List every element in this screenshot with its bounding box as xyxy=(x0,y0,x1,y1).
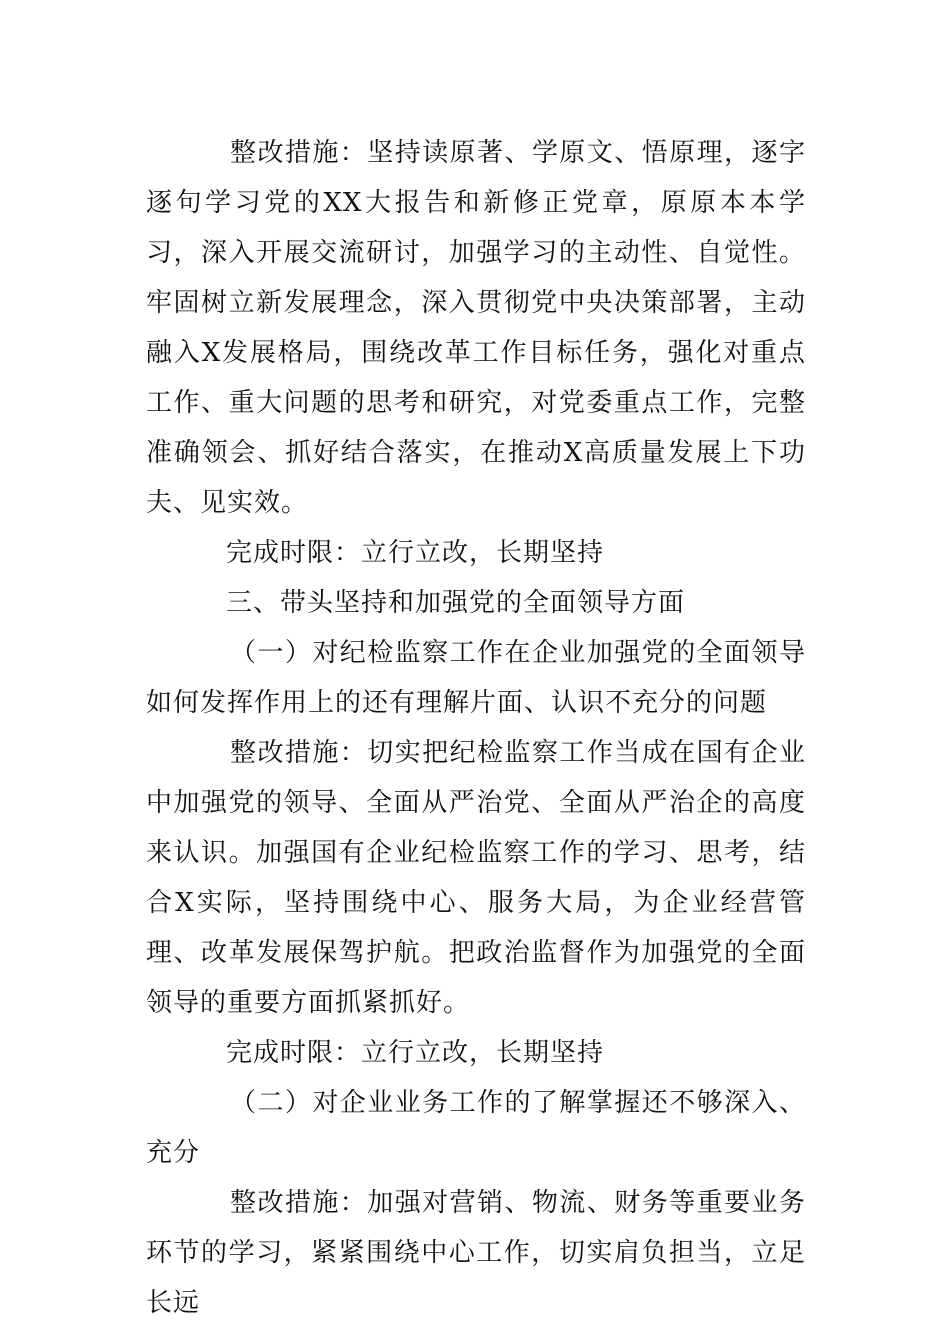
section-heading: 三、带头坚持和加强党的全面领导方面 xyxy=(226,588,686,618)
rectification-measures-paragraph: 整改措施：坚持读原著、学原文、悟原理，逐字逐句学习党的XX大报告和新修正党章，原原本本学习，深入开展交流研讨，加强学习的主动性、自觉性。牢固树立新发展理念，深入贯彻党中央决策部署，主动融入X发展格局，围绕改革工作目标任务，强化对重点工作、重大问题的思考和研究，对党委重点工作，完整准确领会、抓好结合落实，在推动X高质量发展上下功夫、见实效。 xyxy=(146,138,806,518)
issue-paragraph: （二）对企业业务工作的了解掌握还不够深入、充分 xyxy=(146,1088,806,1168)
document-body xyxy=(146,128,806,1328)
issue-paragraph: （一）对纪检监察工作在企业加强党的全面领导如何发挥作用上的还有理解片面、认识不充分的问题 xyxy=(146,638,806,718)
deadline-paragraph: 完成时限：立行立改，长期坚持 xyxy=(226,1038,605,1068)
rectification-measures-paragraph: 整改措施：加强对营销、物流、财务等重要业务环节的学习，紧紧围绕中心工作，切实肩负担当，立足长远 xyxy=(146,1188,806,1318)
rectification-measures-paragraph: 整改措施：切实把纪检监察工作当成在国有企业中加强党的领导、全面从严治党、全面从严治企的高度来认识。加强国有企业纪检监察工作的学习、思考，结合X实际，坚持围绕中心、服务大局，为企业经营管理、改革发展保驾护航。把政治监督作为加强党的全面领导的重要方面抓紧抓好。 xyxy=(146,738,806,1018)
deadline-paragraph: 完成时限：立行立改，长期坚持 xyxy=(226,538,605,568)
